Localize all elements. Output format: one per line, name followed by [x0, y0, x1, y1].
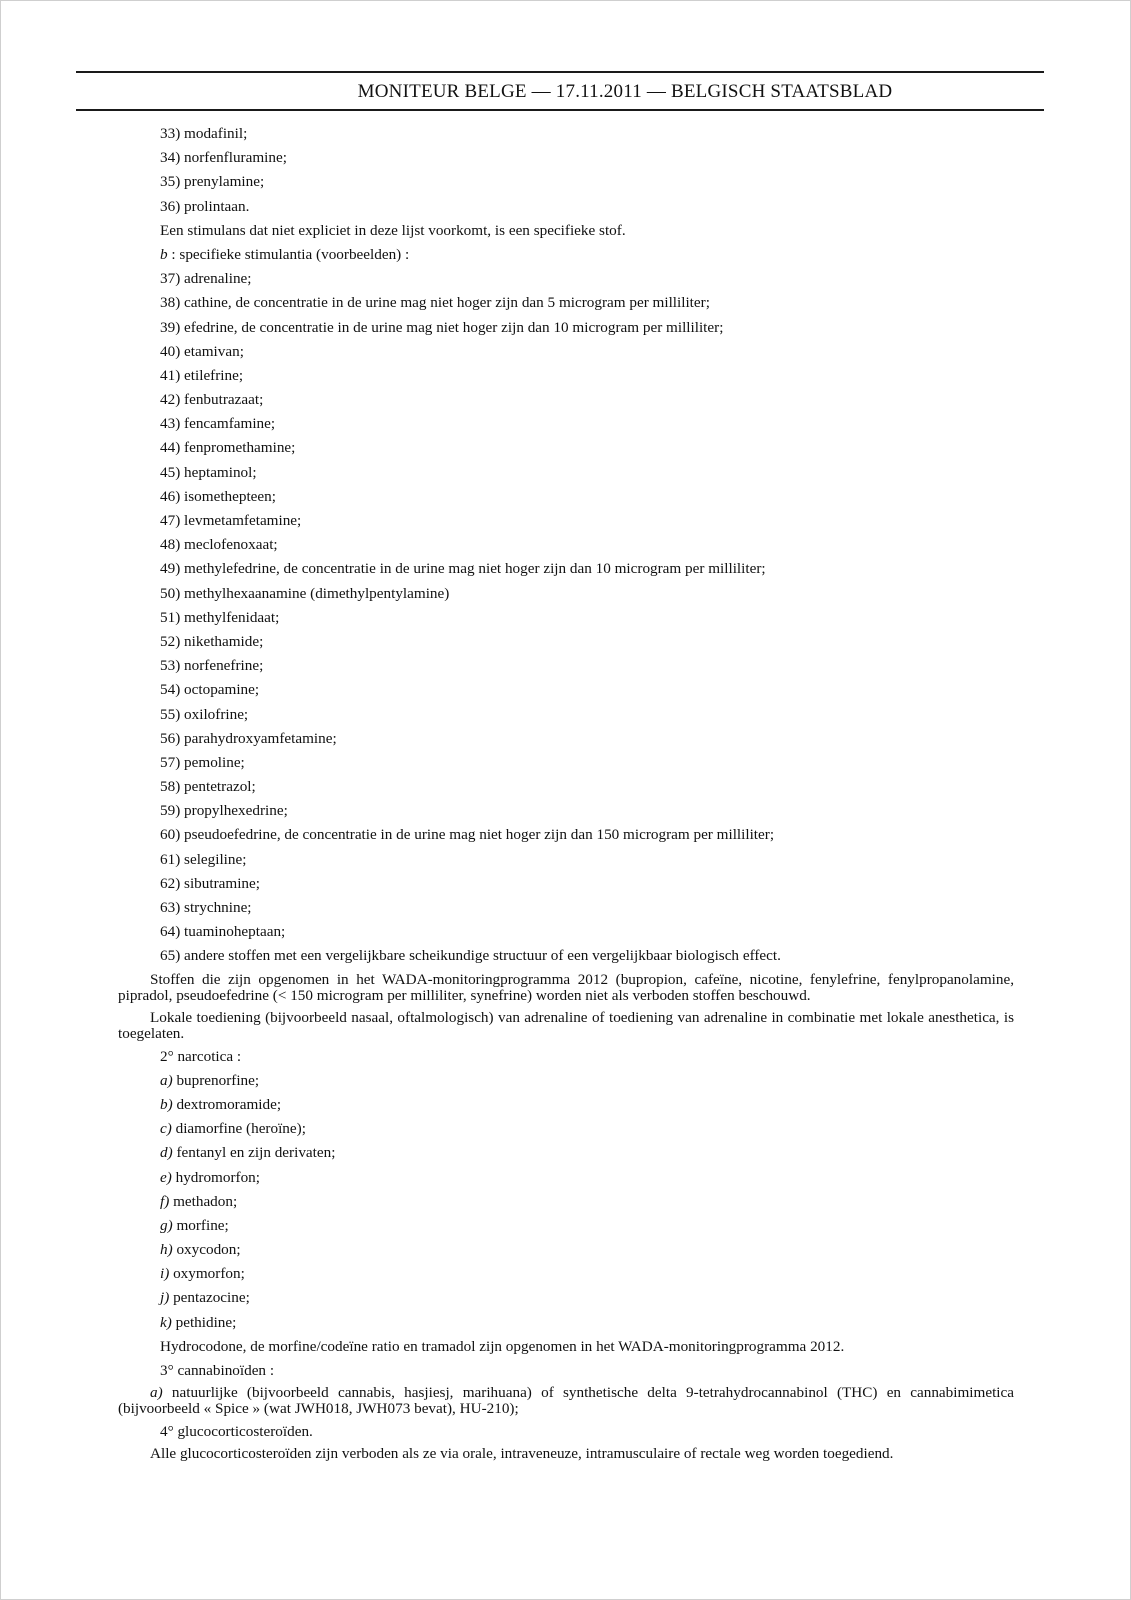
list-item: Een stimulans dat niet expliciet in deze lijst voorkomt, is een specifieke stof.: [160, 221, 626, 239]
list-item: 51) methylfenidaat;: [160, 608, 280, 626]
item-text: oxymorfon;: [169, 1265, 245, 1283]
list-item: 36) prolintaan.: [160, 197, 250, 215]
item-letter: k): [160, 1313, 172, 1331]
list-item: 38) cathine, de concentratie in de urine mag niet hoger zijn dan 5 microgram per milliliter;: [160, 294, 710, 312]
list-item: 53) norfenefrine;: [160, 657, 264, 675]
list-item: 49) methylefedrine, de concentratie in de urine mag niet hoger zijn dan 10 microgram per milliliter;: [160, 560, 766, 578]
list-item: 44) fenpromethamine;: [160, 439, 296, 457]
list-item: 40) etamivan;: [160, 342, 244, 360]
list-item: 33) modafinil;: [160, 125, 248, 142]
narcotic-item: [118, 1214, 1014, 1238]
list-item: 45) heptaminol;: [160, 463, 257, 481]
item-letter: c): [160, 1120, 172, 1138]
page-header: [76, 78, 1044, 106]
item-text: oxycodon;: [172, 1241, 241, 1259]
item-text: dextromoramide;: [172, 1095, 282, 1113]
section-letter: b: [160, 245, 168, 263]
list-item: 63) strychnine;: [160, 899, 252, 916]
list-item: 35) prenylamine;: [160, 173, 265, 191]
list-item: 42) fenbutrazaat;: [160, 391, 264, 409]
item-text: buprenorfine;: [172, 1071, 260, 1089]
item-letter: h): [160, 1241, 173, 1259]
list-item: 52) nikethamide;: [160, 632, 264, 650]
item-letter: d): [160, 1144, 173, 1162]
document-body: [118, 122, 1014, 1465]
item-letter: f): [160, 1192, 170, 1210]
header-rule-top: [76, 71, 1044, 73]
list-item: 57) pemoline;: [160, 753, 245, 771]
stimulants-list-continued: [118, 122, 1014, 243]
item-letter: j): [160, 1289, 170, 1307]
list-item: 54) octopamine;: [160, 681, 260, 699]
item-letter: a): [150, 1384, 163, 1402]
list-item: 48) meclofenoxaat;: [160, 536, 278, 554]
section-heading-text: : specifieke stimulantia (voorbeelden) :: [167, 245, 410, 263]
item-text: pethidine;: [171, 1313, 237, 1331]
list-item: 55) oxilofrine;: [160, 705, 249, 723]
cannabinoids-heading: 3° cannabinoïden :: [160, 1362, 275, 1379]
narcotic-item: [118, 1311, 1014, 1335]
list-item: 34) norfenfluramine;: [160, 149, 287, 167]
item-text: pentazocine;: [169, 1289, 250, 1307]
narcotic-item: [118, 1141, 1014, 1165]
item-text: fentanyl en zijn derivaten;: [172, 1144, 336, 1162]
narcotic-item: [118, 1166, 1014, 1190]
item-text: methadon;: [169, 1192, 238, 1210]
narcotic-item: [118, 1286, 1014, 1310]
paragraph-wada-stimulants: Stoffen die zijn opgenomen in het WADA-monitoringprogramma 2012 (bupropion, cafeïne, nicotine, fenylefrine, fenylpropanolamine, pipradol, pseudoefedrine (< 150 microgram per milliliter, synefrine) worden niet als verboden stoffen beschouwd.: [118, 970, 1014, 1004]
list-item: 41) etilefrine;: [160, 366, 244, 384]
list-item: 64) tuaminoheptaan;: [160, 923, 286, 941]
narcotica-list: [118, 1069, 1014, 1335]
list-item: 60) pseudoefedrine, de concentratie in de urine mag niet hoger zijn dan 150 microgram per milliliter;: [160, 826, 775, 844]
list-item: 47) levmetamfetamine;: [160, 512, 302, 529]
narcotic-item: [118, 1190, 1014, 1214]
item-text: natuurlijke (bijvoorbeeld cannabis, hasjiesj, marihuana) of synthetische delta 9-tetrahydrocannabinol (THC) en cannabimimetica (bijvoorbeeld « Spice » (wat JWH018, JWH073 bevat), HU-210);: [118, 1384, 1014, 1418]
list-item: 62) sibutramine;: [160, 874, 260, 892]
list-item: 39) efedrine, de concentratie in de urine mag niet hoger zijn dan 10 microgram per milliliter;: [160, 318, 724, 336]
item-text: morfine;: [172, 1216, 229, 1234]
list-item: 59) propylhexedrine;: [160, 802, 288, 820]
list-item: 58) pentetrazol;: [160, 778, 256, 796]
list-item: 56) parahydroxyamfetamine;: [160, 729, 337, 747]
paragraph-glucocorticosteroids: Alle glucocorticosteroïden zijn verboden als ze via orale, intraveneuze, intramusculaire of rectale weg worden toegediend.: [150, 1445, 894, 1463]
header-title: MONITEUR BELGE — 17.11.2011 — BELGISCH STAATSBLAD: [357, 81, 893, 102]
item-letter: e): [160, 1168, 172, 1186]
list-item: 61) selegiline;: [160, 850, 247, 868]
item-letter: g): [160, 1216, 173, 1234]
header-rule-bottom: [76, 109, 1044, 111]
list-item: 46) isomethepteen;: [160, 487, 276, 505]
paragraph-hydrocodone: Hydrocodone, de morfine/codeïne ratio en tramadol zijn opgenomen in het WADA-monitoringprogramma 2012.: [160, 1337, 845, 1355]
item-text: diamorfine (heroïne);: [171, 1120, 306, 1138]
list-item: 43) fencamfamine;: [160, 415, 276, 433]
narcotica-heading: 2° narcotica :: [160, 1047, 242, 1065]
narcotic-item: [118, 1117, 1014, 1141]
narcotic-item: [118, 1262, 1014, 1286]
paragraph-local-administration: Lokale toediening (bijvoorbeeld nasaal, oftalmologisch) van adrenaline of toediening van adrenaline in combinatie met lokale anesthetica, is toegelaten.: [118, 1008, 1014, 1042]
item-letter: b): [160, 1095, 173, 1113]
section-b-heading: [118, 243, 1014, 267]
list-item: 50) methylhexaanamine (dimethylpentylamine): [160, 584, 450, 602]
cannabinoids-item: [118, 1383, 1014, 1420]
item-letter: a): [160, 1071, 173, 1089]
list-item: 65) andere stoffen met een vergelijkbare scheikundige structuur of een vergelijkbaar biologisch effect.: [160, 947, 781, 965]
glucocorticosteroids-heading: 4° glucocorticosteroïden.: [160, 1423, 313, 1441]
item-letter: i): [160, 1265, 170, 1283]
narcotic-item: [118, 1093, 1014, 1117]
narcotic-item: [118, 1069, 1014, 1093]
narcotic-item: [118, 1238, 1014, 1262]
item-text: hydromorfon;: [171, 1168, 260, 1186]
list-item: 37) adrenaline;: [160, 270, 252, 288]
specific-stimulants-list: [118, 267, 1014, 968]
